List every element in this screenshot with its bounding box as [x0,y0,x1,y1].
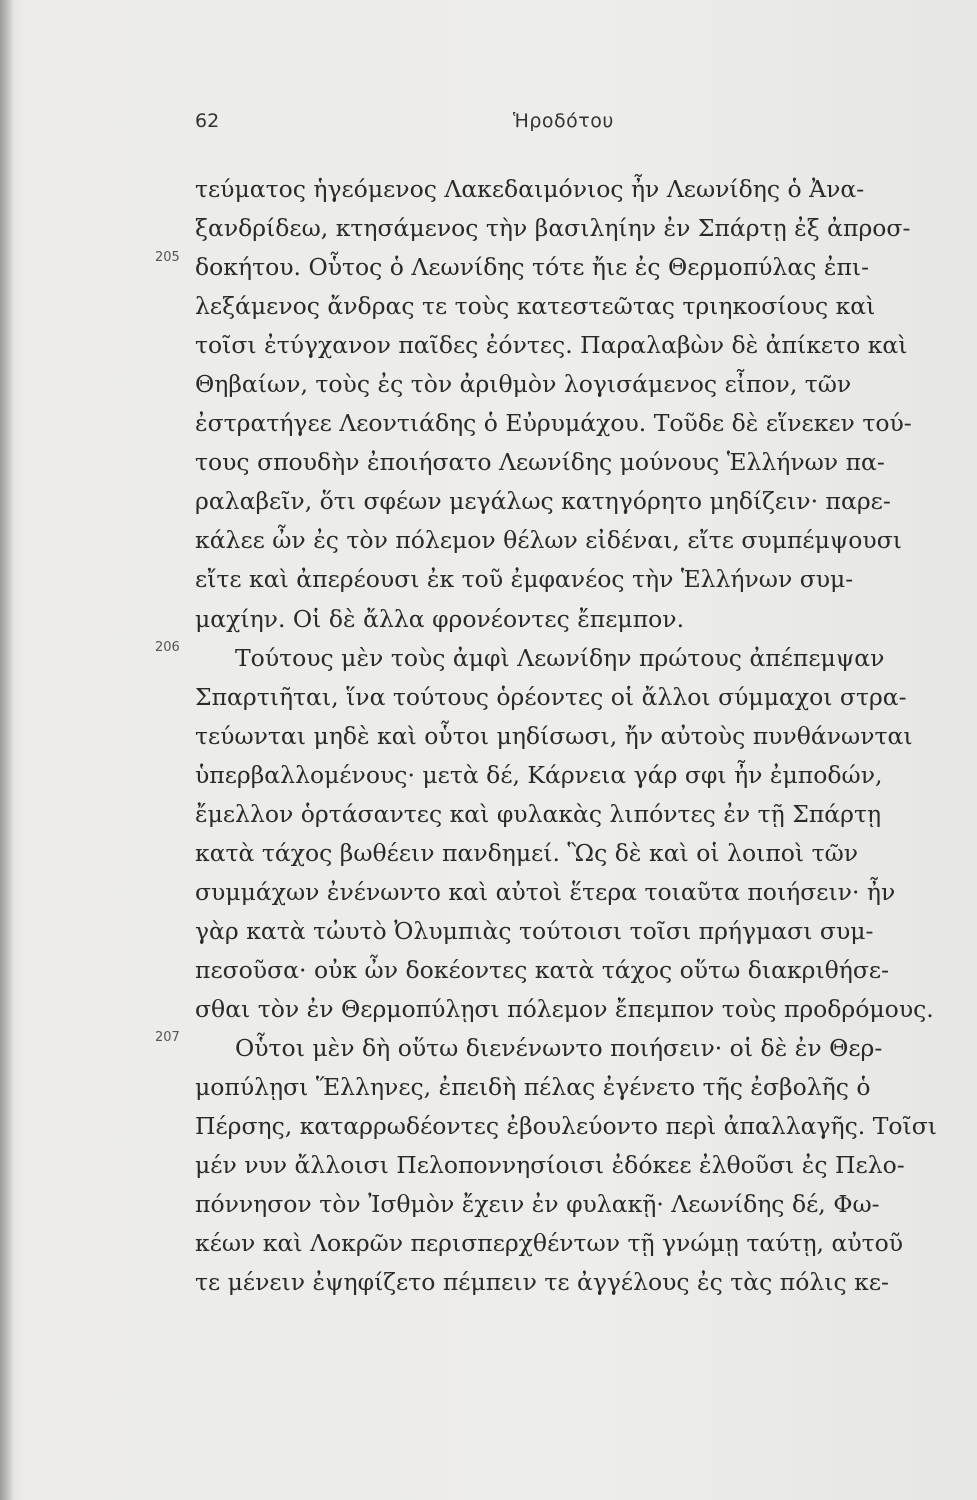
chapter-number-207: 207 [155,1030,180,1045]
text-line: πεσοῦσα· οὐκ ὦν δοκέοντες κατὰ τάχος οὕτω διακριθήσε- [195,955,890,984]
text-line: τους σπουδὴν ἐποιήσατο Λεωνίδης μούνους Ἑλλήνων πα- [195,448,885,477]
text-line: ἐστρατήγεε Λεοντιάδης ὁ Εὐρυμάχου. Τοῦδε δὲ εἵνεκεν τού- [195,409,912,438]
text-line: μαχίην. Οἱ δὲ ἄλλα φρονέοντες ἔπεμπον. [195,604,685,633]
page-header [195,110,967,146]
text-line: τεύωνται μηδὲ καὶ οὗτοι μηδίσωσι, ἤν αὐτοὺς πυνθάνωνται [195,721,913,750]
body-text [195,170,967,1302]
text-line: κάλεε ὦν ἐς τὸν πόλεμον θέλων εἰδέναι, εἴτε συμπέμψουσι [195,526,902,555]
text-line: Θηβαίων, τοὺς ἐς τὸν ἀριθμὸν λογισάμενος εἶπον, τῶν [195,370,852,399]
text-line: ξανδρίδεω, κτησάμενος τὴν βασιληίην ἐν Σπάρτῃ ἐξ ἀπροσ- [195,214,911,243]
text-line: μέν νυν ἄλλοισι Πελοποννησίοισι ἐδόκεε ἐλθοῦσι ἐς Πελο- [195,1151,905,1180]
text-line: κατὰ τάχος βωθέειν πανδημεί. Ὣς δὲ καὶ οἱ λοιποὶ τῶν [195,838,859,867]
page-number: 62 [195,110,220,132]
text-line: εἴτε καὶ ἀπερέουσι ἐκ τοῦ ἐμφανέος τὴν Ἑλλήνων συμ- [195,565,854,594]
text-line: ὑπερβαλλομένους· μετὰ δέ, Κάρνεια γάρ σφι ἦν ἐμποδών, [195,760,883,789]
gutter-shadow [0,0,14,1500]
text-line: τε μένειν ἐψηφίζετο πέμπειν τε ἀγγέλους ἐς τὰς πόλις κε- [195,1268,889,1297]
text-line: ἔμελλον ὁρτάσαντες καὶ φυλακὰς λιπόντες ἐν τῇ Σπάρτῃ [195,799,882,828]
text-line: ραλαβεῖν, ὅτι σφέων μεγάλως κατηγόρητο μηδίζειν· παρε- [195,487,891,516]
text-line: τεύματος ἡγεόμενος Λακεδαιμόνιος ἦν Λεωνίδης ὁ Ἀνα- [195,175,865,203]
chapter-number-205: 205 [155,250,180,265]
text-line: γὰρ κατὰ τὠυτὸ Ὀλυμπιὰς τούτοισι τοῖσι πρήγμασι συμ- [195,916,874,945]
text-line: λεξάμενος ἄνδρας τε τοὺς κατεστεῶτας τριηκοσίους καὶ [195,292,876,321]
text-line: δοκήτου. Οὗτος ὁ Λεωνίδης τότε ἤιε ἐς Θερμοπύλας ἐπι- [195,253,870,282]
text-line: κέων καὶ Λοκρῶν περισπερχθέντων τῇ γνώμῃ ταύτῃ, αὐτοῦ [195,1229,904,1258]
chapter-number-206: 206 [155,640,180,655]
text-line: μοπύλῃσι Ἕλληνες, ἐπειδὴ πέλας ἐγένετο τῆς ἐσβολῆς ὁ [195,1073,871,1102]
running-head: Ἡροδότου [513,110,614,132]
text-line: Πέρσης, καταρρωδέοντες ἐβουλεύοντο περὶ ἀπαλλαγῆς. Τοῖσι [195,1112,938,1141]
text-line: σθαι τὸν ἐν Θερμοπύλῃσι πόλεμον ἔπεμπον τοὺς προδρόμους. [195,994,934,1023]
text-line: πόννησον τὸν Ἰσθμὸν ἔχειν ἐν φυλακῇ· Λεωνίδης δέ, Φω- [195,1190,880,1219]
paragraph-start-line: Οὗτοι μὲν δὴ οὕτω διενένωντο ποιήσειν· οἱ δὲ ἐν Θερ- [235,1034,883,1063]
text-line: Σπαρτιῆται, ἵνα τούτους ὁρέοντες οἱ ἄλλοι σύμμαχοι στρα- [195,682,907,711]
paragraph-start-line: Τούτους μὲν τοὺς ἀμφὶ Λεωνίδην πρώτους ἀπέπεμψαν [235,643,885,672]
text-line: τοῖσι ἐτύγχανον παῖδες ἐόντες. Παραλαβὼν δὲ ἀπίκετο καὶ [195,331,908,360]
text-line: συμμάχων ἐνένωντο καὶ αὐτοὶ ἕτερα τοιαῦτα ποιήσειν· ἦν [195,877,896,906]
